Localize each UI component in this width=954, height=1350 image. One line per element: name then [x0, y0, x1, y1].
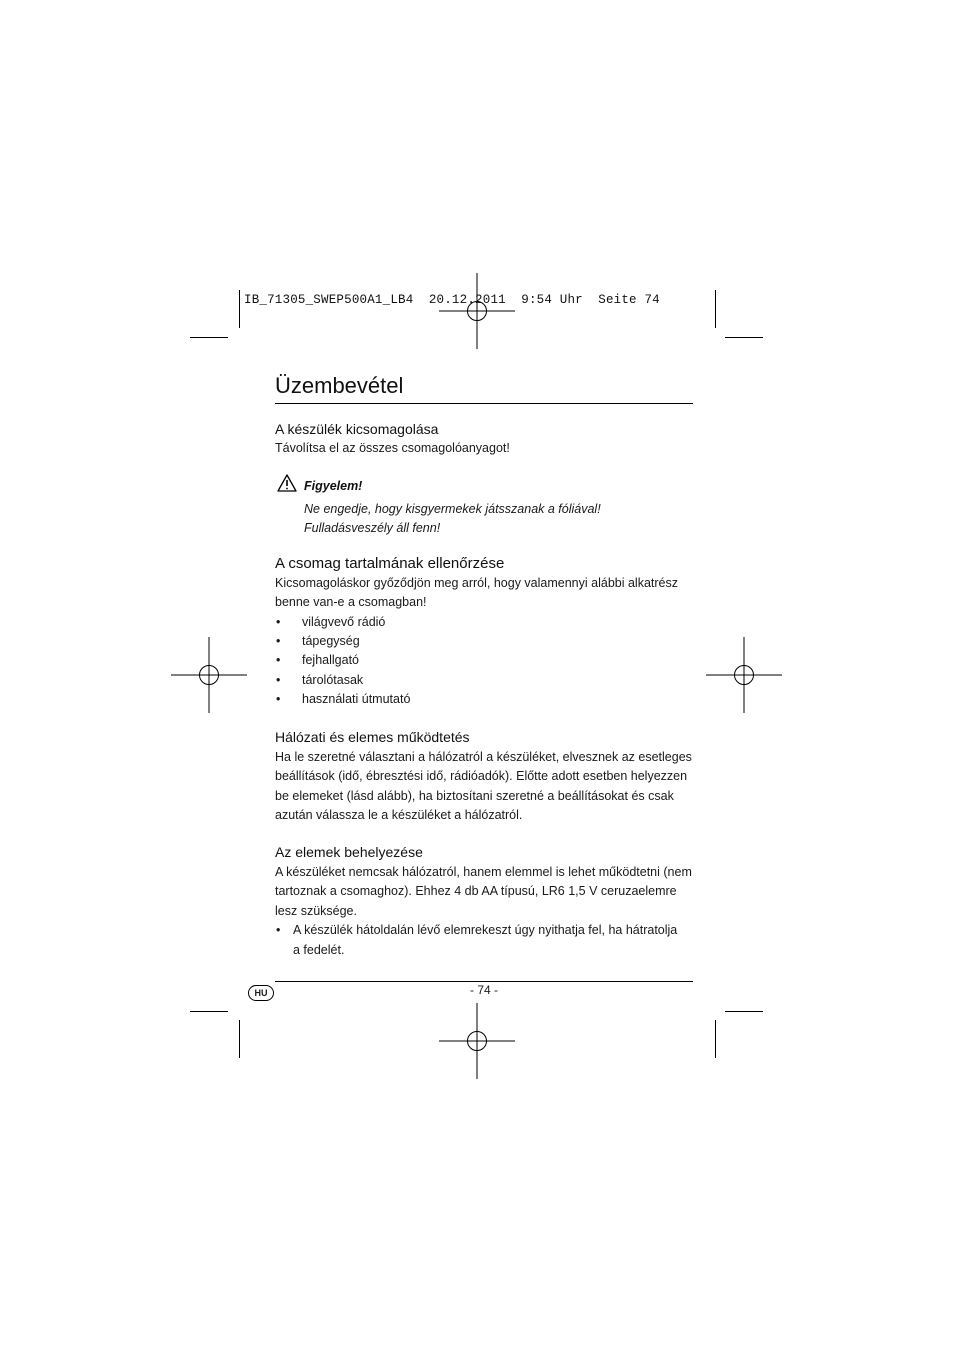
list-item: • világvevő rádió — [275, 613, 410, 632]
mains-heading: Hálózati és elemes működtetés — [275, 729, 470, 745]
paragraph-line: lesz szüksége. — [275, 903, 357, 918]
list-item: • használati útmutató — [275, 690, 410, 709]
warning-line: Fulladásveszély áll fenn! — [304, 521, 441, 535]
registration-mark-icon — [439, 273, 515, 349]
crop-mark — [715, 1020, 716, 1058]
batteries-heading: Az elemek behelyezése — [275, 844, 423, 860]
warning-text — [304, 500, 704, 538]
mains-text — [275, 748, 695, 825]
contents-text — [275, 574, 695, 613]
warning-triangle-icon — [277, 474, 297, 492]
crop-mark — [239, 1020, 240, 1058]
warning-line: Ne engedje, hogy kisgyermekek játsszanak a fóliával! — [304, 502, 601, 516]
bullet-line: A készülék hátoldalán lévő elemrekeszt úgy nyithatja fel, ha hátratolja — [293, 923, 678, 937]
list-item: • tápegység — [275, 632, 410, 651]
crop-mark — [190, 337, 228, 338]
list-item: • fejhallgató — [275, 651, 410, 670]
registration-mark-icon — [439, 1003, 515, 1079]
language-badge: HU — [248, 985, 274, 1001]
contents-heading: A csomag tartalmának ellenőrzése — [275, 555, 505, 572]
batteries-bullet — [275, 920, 695, 960]
crop-mark — [239, 290, 240, 328]
paragraph-line: tartoznak a csomaghoz). Ehhez 4 db AA típusú, LR6 1,5 V ceruzaelemre — [275, 884, 677, 899]
crop-mark — [190, 1011, 228, 1012]
bullet-line: a fedelét. — [293, 943, 345, 957]
paragraph-line: Kicsomagoláskor győződjön meg arról, hogy valamennyi alábbi alkatrész — [275, 576, 678, 590]
paragraph-line: beállítások (idő, ébresztési idő, rádióadók). Előtte adott esetben helyezzen — [275, 769, 688, 784]
list-item: • tárolótasak — [275, 671, 410, 690]
page-number: - 74 - — [469, 983, 498, 997]
page-title: Üzembevétel — [275, 373, 404, 398]
footer-divider — [275, 981, 693, 982]
paragraph-line: azután válassza le a készüléket a hálózatról. — [275, 807, 523, 822]
paragraph-line: A készüléket nemcsak hálózatról, hanem elemmel is lehet működtetni (nem — [275, 865, 692, 879]
warning-title: Figyelem! — [304, 479, 363, 493]
batteries-text — [275, 863, 695, 921]
print-slug: IB_71305_SWEP500A1_LB4 20.12.2011 9:54 Uhr Seite 74 — [244, 293, 660, 307]
crop-mark — [725, 337, 763, 338]
crop-mark — [715, 290, 716, 328]
bullet-dot: • — [276, 923, 281, 937]
title-divider — [275, 403, 693, 404]
unpacking-text: Távolítsa el az összes csomagolóanyagot! — [275, 441, 510, 455]
crop-mark — [725, 1011, 763, 1012]
registration-mark-icon — [706, 637, 782, 713]
paragraph-line: Ha le szeretné választani a hálózatról a készüléket, elvesznek az esetleges — [275, 750, 692, 764]
paragraph-line: be elemeket (lásd alább), ha biztosítani szeretné a beállításokat és csak — [275, 788, 674, 803]
contents-list — [275, 613, 410, 709]
registration-mark-icon — [171, 637, 247, 713]
unpacking-heading: A készülék kicsomagolása — [275, 421, 439, 437]
paragraph-line: benne van-e a csomagban! — [275, 595, 427, 610]
